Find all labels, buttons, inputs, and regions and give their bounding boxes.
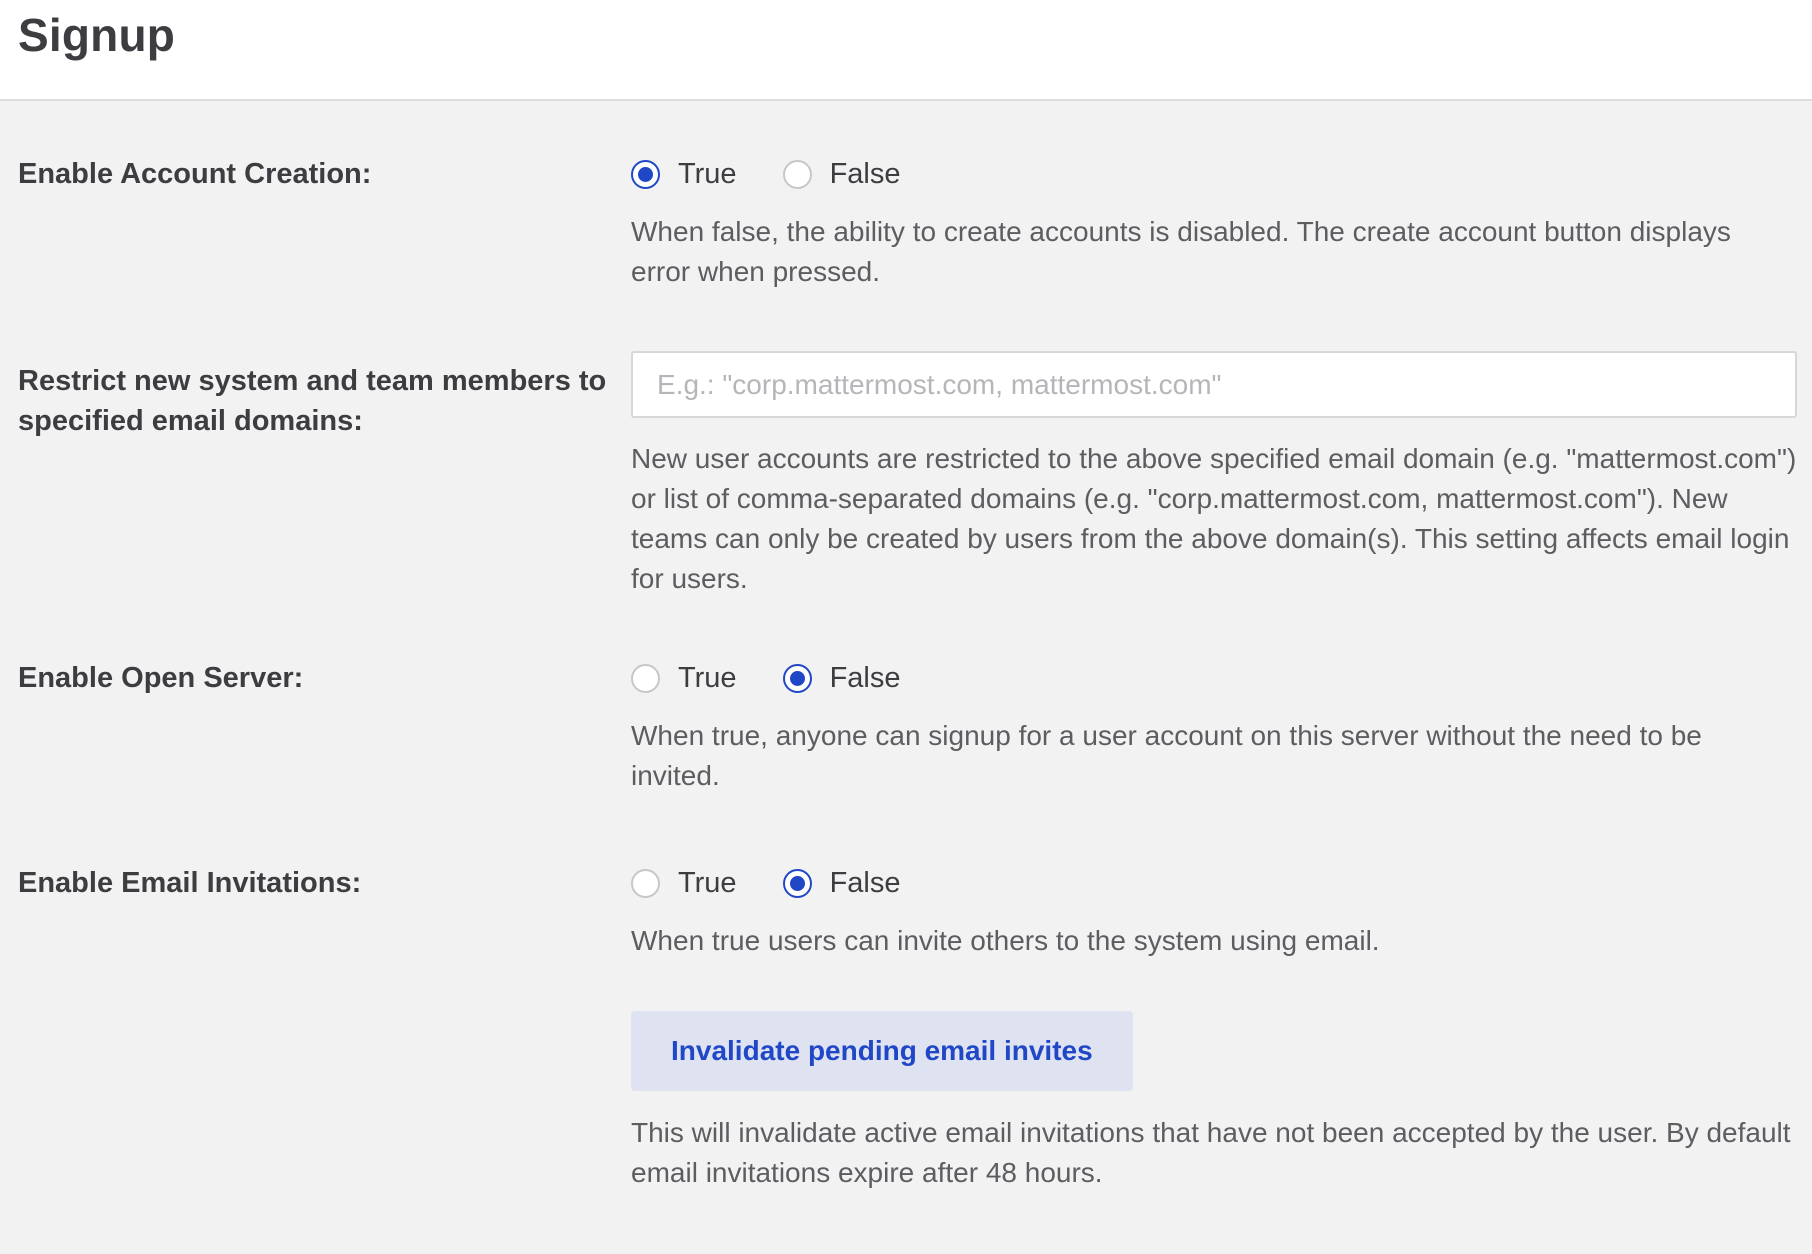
account-creation-false-radio[interactable] bbox=[783, 160, 812, 189]
page-title: Signup bbox=[18, 9, 176, 61]
open-server-label: Enable Open Server: bbox=[18, 662, 304, 694]
account-creation-help: When false, the ability to create accounts is disabled. The create account button displays error when pressed. bbox=[631, 216, 1731, 287]
open-server-radio-group bbox=[631, 658, 1797, 698]
account-creation-control bbox=[631, 154, 1797, 292]
restrict-domains-help: New user accounts are restricted to the above specified email domain (e.g. "mattermost.com") or list of comma-separated domains (e.g. "corp.mattermost.com, mattermost.com"). New teams can only be created by users from the above domain(s). This setting affects email login for users. bbox=[631, 443, 1797, 594]
open-server-help: When true, anyone can signup for a user account on this server without the need to be invited. bbox=[631, 720, 1702, 791]
open-server-true-option[interactable] bbox=[631, 658, 737, 698]
email-invitations-radio-group bbox=[631, 863, 1797, 903]
account-creation-true-option[interactable] bbox=[631, 154, 737, 194]
open-server-false-label: False bbox=[829, 662, 901, 694]
open-server-true-radio[interactable] bbox=[631, 664, 660, 693]
email-invitations-control bbox=[631, 863, 1797, 1193]
open-server-false-radio[interactable] bbox=[783, 664, 812, 693]
account-creation-radio-group bbox=[631, 154, 1797, 194]
email-invitations-help: When true users can invite others to the system using email. bbox=[631, 925, 1380, 956]
invalidate-invites-button[interactable]: Invalidate pending email invites bbox=[631, 1011, 1133, 1091]
account-creation-true-label: True bbox=[678, 158, 737, 190]
account-creation-label: Enable Account Creation: bbox=[18, 158, 372, 190]
email-invitations-label: Enable Email Invitations: bbox=[18, 867, 362, 899]
email-invitations-false-option[interactable] bbox=[783, 863, 901, 903]
open-server-control bbox=[631, 658, 1797, 796]
account-creation-false-label: False bbox=[829, 158, 901, 190]
restrict-domains-label: Restrict new system and team members to specified email domains: bbox=[18, 365, 607, 437]
email-invitations-false-radio[interactable] bbox=[783, 869, 812, 898]
email-invitations-false-label: False bbox=[829, 867, 901, 899]
settings-panel bbox=[0, 101, 1812, 1254]
email-invitations-true-option[interactable] bbox=[631, 863, 737, 903]
open-server-false-option[interactable] bbox=[783, 658, 901, 698]
restrict-domains-control bbox=[631, 351, 1797, 599]
restrict-domains-input[interactable] bbox=[631, 351, 1797, 418]
account-creation-false-option[interactable] bbox=[783, 154, 901, 194]
email-invitations-true-label: True bbox=[678, 867, 737, 899]
account-creation-true-radio[interactable] bbox=[631, 160, 660, 189]
invalidate-invites-help: This will invalidate active email invitations that have not been accepted by the user. By default email invitations expire after 48 hours. bbox=[631, 1117, 1791, 1188]
open-server-true-label: True bbox=[678, 662, 737, 694]
page-header bbox=[0, 0, 1812, 101]
email-invitations-true-radio[interactable] bbox=[631, 869, 660, 898]
